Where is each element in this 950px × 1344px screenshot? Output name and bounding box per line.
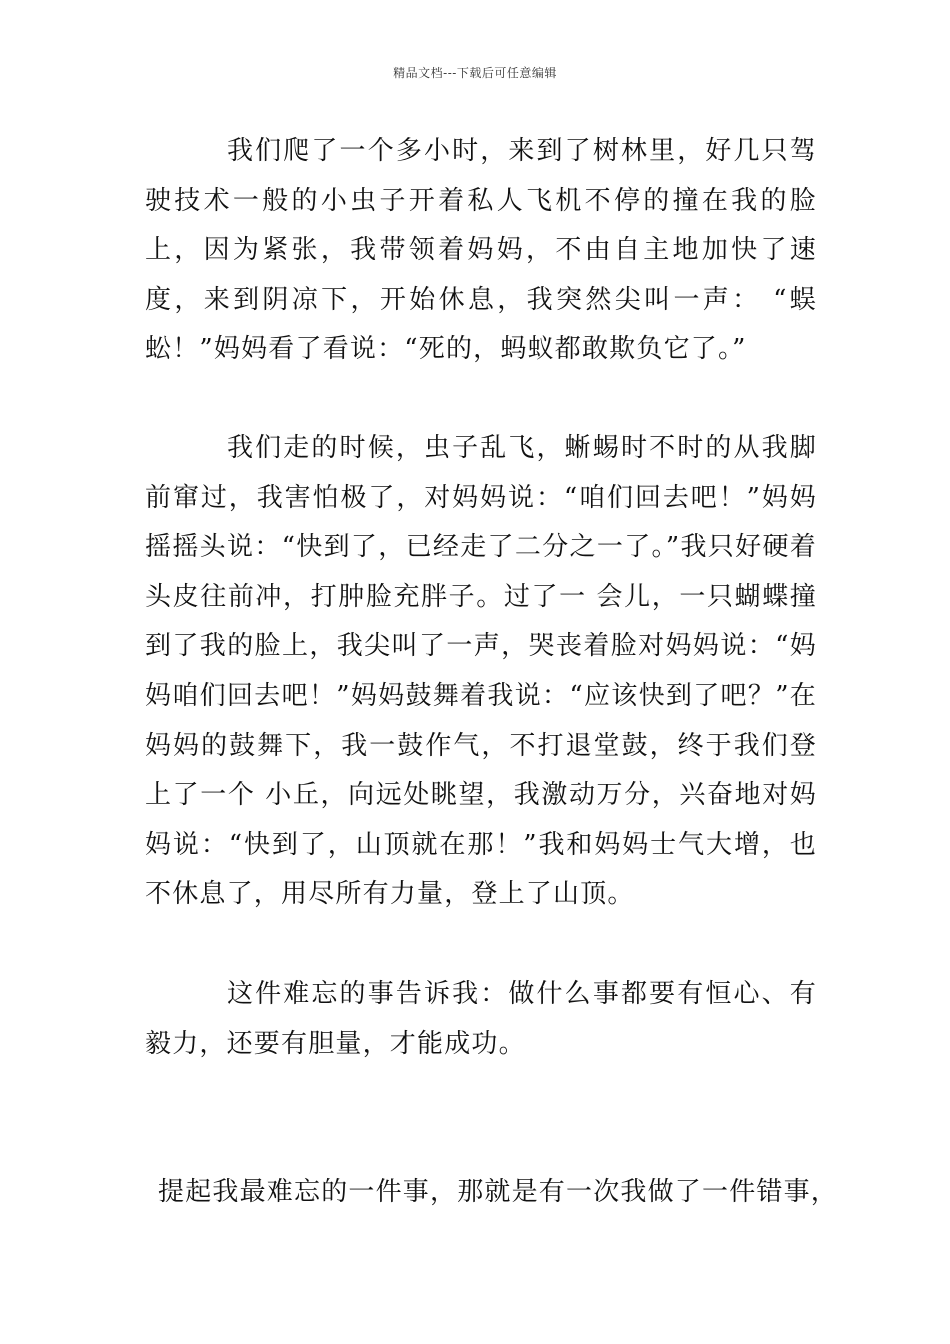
next-essay-opening-line: 提起我最难忘的一件事，那就是有一次我做了一件错事，	[158, 1177, 839, 1207]
page-header: 精品文档---下载后可任意编辑	[393, 66, 557, 80]
paragraph-forest-rest: 我们爬了一个多小时，来到了树林里，好几只驾驶技术一般的小虫子开着私人飞机不停的撞在我的脸上，因为紧张，我带领着妈妈，不由自主地加快了速度，来到阴凉下，开始休息，我突然尖叫一声： “蜈蚣！”妈妈看了看说：“死的，蚂蚁都敢欺负它了。”	[145, 136, 817, 365]
paragraph-climb-to-summit: 我们走的时候，虫子乱飞，蜥蜴时不时的从我脚前窜过，我害怕极了，对妈妈说：“咱们回去吧！”妈妈摇摇头说：“快到了，已经走了二分之一了。”我只好硬着头皮往前冲，打肿脸充胖子。过了一 会儿，一只蝴蝶撞到了我的脸上，我尖叫了一声，哭丧着脸对妈妈说：“妈妈咱们回去吧！”妈妈鼓舞着我说：“应该快到了吧？”在妈妈的鼓舞下，我一鼓作气，不打退堂鼓，终于我们登上了一个 小丘，向远处眺望，我激动万分，兴奋地对妈妈说：“快到了，山顶就在那！”我和妈妈士气大增，也不休息了，用尽所有力量，登上了山顶。	[145, 433, 817, 910]
paragraph-lesson: 这件难忘的事告诉我：做什么事都要有恒心、有毅力，还要有胆量，才能成功。	[145, 979, 817, 1059]
